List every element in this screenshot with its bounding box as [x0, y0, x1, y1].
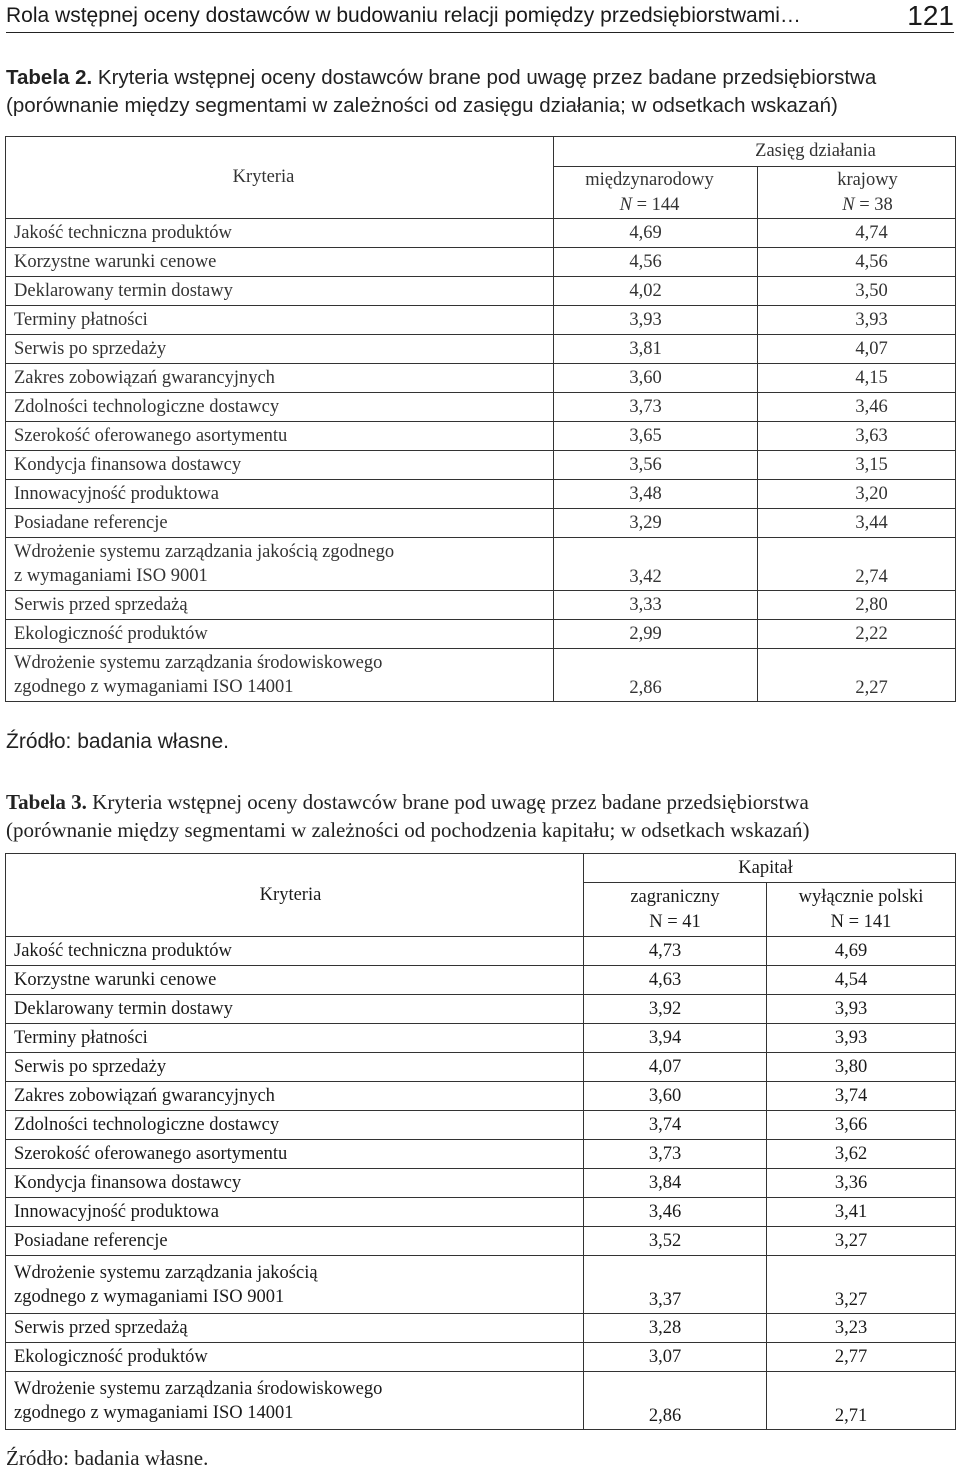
table-row: [6, 620, 956, 649]
criterion-cell: [6, 1053, 584, 1082]
criterion-label-line2: zgodnego z wymaganiami ISO 14001: [14, 1402, 294, 1423]
table3-source: Źródło: badania własne.: [6, 1446, 209, 1470]
criterion-label: Innowacyjność produktowa: [14, 1201, 219, 1222]
criterion-cell: [6, 1198, 584, 1227]
value-col2: 4,07: [758, 335, 956, 364]
table-row: [6, 1082, 956, 1111]
table-row: [6, 1053, 956, 1082]
table-row: [6, 1256, 956, 1314]
value-col2: 3,80: [767, 1053, 956, 1082]
table-row: [6, 1111, 956, 1140]
table-row: [6, 480, 956, 509]
value-col2: 3,44: [758, 509, 956, 538]
value-col1: 3,81: [554, 335, 758, 364]
criterion-label: Ekologiczność produktów: [14, 1346, 208, 1367]
value-col1: 4,07: [584, 1053, 767, 1082]
criterion-label: Serwis po sprzedaży: [14, 338, 167, 359]
table-row: [6, 451, 956, 480]
value-col2: 2,71: [767, 1372, 956, 1430]
criterion-cell: [6, 1140, 584, 1169]
value-col1: 3,60: [554, 364, 758, 393]
criterion-label: Posiadane referencje: [14, 1230, 168, 1251]
table3-caption-line1: Kryteria wstępnej oceny dostawców brane pod uwagę przez badane przedsiębiorstwa: [86, 790, 809, 814]
criterion-cell: [6, 591, 554, 620]
criterion-cell: [6, 1169, 584, 1198]
value-col2: 3,23: [767, 1314, 956, 1343]
value-col2: 3,41: [767, 1198, 956, 1227]
table3-col2-label: wyłącznie polski: [798, 886, 924, 907]
table-row: [6, 591, 956, 620]
table2-group-header: Zasięg działania: [554, 137, 956, 167]
table2-col2-n: [788, 193, 947, 218]
table3-group-header: Kapitał: [584, 854, 956, 883]
table-row: [6, 1314, 956, 1343]
table-row: [6, 219, 956, 248]
table2-criteria-header: Kryteria: [6, 137, 554, 219]
table-row: [6, 422, 956, 451]
value-col1: 3,92: [584, 995, 767, 1024]
table-row: [6, 649, 956, 702]
criterion-cell: [6, 364, 554, 393]
criterion-label: Jakość techniczna produktów: [14, 222, 232, 243]
page-header: [6, 0, 954, 33]
table3-col1-n: N = 41: [649, 911, 701, 932]
criterion-cell: [6, 1256, 584, 1314]
value-col1: 4,63: [584, 966, 767, 995]
table3-caption-label: Tabela 3.: [6, 790, 87, 814]
value-col2: 4,15: [758, 364, 956, 393]
value-col2: 3,93: [767, 995, 956, 1024]
criterion-cell: [6, 219, 554, 248]
criterion-label: Serwis przed sprzedażą: [14, 1317, 188, 1338]
criterion-label: Zakres zobowiązań gwarancyjnych: [14, 367, 275, 388]
value-col1: 3,93: [554, 306, 758, 335]
table2-caption-line2: (porównanie między segmentami w zależności od zasięgu działania; w odsetkach wskazań): [6, 94, 838, 117]
value-col2: 3,74: [767, 1082, 956, 1111]
table-row: [6, 1198, 956, 1227]
criterion-cell: [6, 1372, 584, 1430]
table2-col1-n-prefix: N: [619, 194, 632, 215]
value-col2: 4,69: [767, 937, 956, 966]
value-col2: 4,74: [758, 219, 956, 248]
criterion-cell: [6, 422, 554, 451]
criterion-label: Terminy płatności: [14, 309, 148, 330]
criterion-cell: [6, 538, 554, 591]
criterion-label: Zdolności technologiczne dostawcy: [14, 396, 280, 417]
criterion-label-line2: z wymaganiami ISO 9001: [14, 566, 208, 586]
value-col1: 3,74: [584, 1111, 767, 1140]
table-row: [6, 966, 956, 995]
table-row: [6, 248, 956, 277]
value-col1: 3,28: [584, 1314, 767, 1343]
criterion-cell: [6, 1024, 584, 1053]
criterion-label: Deklarowany termin dostawy: [14, 998, 233, 1019]
criterion-cell: [6, 1227, 584, 1256]
criterion-label: Zakres zobowiązań gwarancyjnych: [14, 1085, 275, 1106]
table2-col2-header: [758, 167, 956, 219]
table2-col2-n-value: = 38: [854, 194, 893, 215]
criterion-label: Jakość techniczna produktów: [14, 940, 232, 961]
criterion-label: Kondycja finansowa dostawcy: [14, 454, 242, 475]
criterion-label: Wdrożenie systemu zarządzania środowiskowego: [14, 1378, 383, 1399]
table-row: [6, 509, 956, 538]
value-col2: 3,66: [767, 1111, 956, 1140]
value-col2: 3,15: [758, 451, 956, 480]
criterion-cell: [6, 335, 554, 364]
criterion-cell: [6, 451, 554, 480]
value-col1: 3,94: [584, 1024, 767, 1053]
table2-col2-label: krajowy: [837, 169, 898, 190]
criterion-label: Serwis po sprzedaży: [14, 1056, 167, 1077]
criterion-label: Kondycja finansowa dostawcy: [14, 1172, 242, 1193]
value-col1: 2,86: [554, 649, 758, 702]
table2-source: Źródło: badania własne.: [6, 730, 229, 753]
criterion-label-line2: zgodnego z wymaganiami ISO 9001: [14, 1286, 285, 1307]
value-col2: 2,22: [758, 620, 956, 649]
table-row: [6, 1024, 956, 1053]
value-col1: 4,56: [554, 248, 758, 277]
table-row: [6, 937, 956, 966]
table-row: [6, 995, 956, 1024]
criterion-cell: [6, 1082, 584, 1111]
criterion-cell: [6, 248, 554, 277]
value-col1: 3,46: [584, 1198, 767, 1227]
value-col1: 4,69: [554, 219, 758, 248]
table2-col1-n-value: = 144: [631, 194, 680, 215]
table3-col2-n: N = 141: [830, 911, 892, 932]
criterion-cell: [6, 966, 584, 995]
value-col1: 3,84: [584, 1169, 767, 1198]
table-row: [6, 335, 956, 364]
value-col1: 3,52: [584, 1227, 767, 1256]
table2-caption-label: Tabela 2.: [6, 66, 93, 89]
value-col2: 3,36: [767, 1169, 956, 1198]
criterion-label: Korzystne warunki cenowe: [14, 969, 217, 990]
criterion-label-line2: zgodnego z wymaganiami ISO 14001: [14, 677, 294, 697]
value-col1: 3,56: [554, 451, 758, 480]
value-col1: 3,73: [584, 1140, 767, 1169]
table2-col1-n: [562, 193, 737, 218]
value-col2: 4,56: [758, 248, 956, 277]
table3-caption: [6, 788, 954, 844]
table3-col2-header: [767, 883, 956, 937]
criterion-label: Terminy płatności: [14, 1027, 148, 1048]
value-col2: 3,93: [758, 306, 956, 335]
value-col2: 3,62: [767, 1140, 956, 1169]
table2-header-row: [6, 137, 956, 167]
criterion-cell: [6, 995, 584, 1024]
criterion-label: Korzystne warunki cenowe: [14, 251, 217, 272]
value-col2: 3,50: [758, 277, 956, 306]
criterion-label: Posiadane referencje: [14, 512, 168, 533]
criterion-label: Wdrożenie systemu zarządzania jakością zgodnego: [14, 542, 395, 562]
table-row: [6, 364, 956, 393]
table-row: [6, 1227, 956, 1256]
criterion-label: Wdrożenie systemu zarządzania środowiskowego: [14, 653, 383, 673]
table-row: [6, 306, 956, 335]
value-col1: 3,33: [554, 591, 758, 620]
table-row: [6, 1169, 956, 1198]
table-row: [6, 1140, 956, 1169]
table3-criteria-header: Kryteria: [6, 854, 584, 937]
criterion-label: Wdrożenie systemu zarządzania jakością: [14, 1262, 318, 1283]
value-col1: 3,29: [554, 509, 758, 538]
criterion-cell: [6, 937, 584, 966]
criterion-cell: [6, 393, 554, 422]
criterion-cell: [6, 480, 554, 509]
table-row: [6, 277, 956, 306]
value-col1: 4,73: [584, 937, 767, 966]
table-row: [6, 1372, 956, 1430]
value-col2: 2,27: [758, 649, 956, 702]
table3-col1-label: zagraniczny: [630, 886, 720, 907]
value-col2: 2,80: [758, 591, 956, 620]
criterion-cell: [6, 1343, 584, 1372]
value-col1: 3,07: [584, 1343, 767, 1372]
value-col1: 3,42: [554, 538, 758, 591]
table2-caption-line1: Kryteria wstępnej oceny dostawców brane pod uwagę przez badane przedsiębiorstwa: [92, 66, 877, 89]
running-title: Rola wstępnej oceny dostawców w budowaniu relacji pomiędzy przedsiębiorstwami…: [6, 4, 801, 27]
table2-col2-n-prefix: N: [842, 194, 855, 215]
value-col1: 2,86: [584, 1372, 767, 1430]
value-col2: 3,93: [767, 1024, 956, 1053]
value-col1: 2,99: [554, 620, 758, 649]
criterion-label: Zdolności technologiczne dostawcy: [14, 1114, 280, 1135]
value-col2: 3,27: [767, 1227, 956, 1256]
table3-col1-header: [584, 883, 767, 937]
criterion-label: Szerokość oferowanego asortymentu: [14, 425, 288, 446]
criterion-label: Serwis przed sprzedażą: [14, 594, 188, 615]
criterion-cell: [6, 1314, 584, 1343]
page-number: 121: [907, 0, 954, 31]
criterion-label: Deklarowany termin dostawy: [14, 280, 233, 301]
table3-caption-line2: (porównanie między segmentami w zależności od pochodzenia kapitału; w odsetkach wskazań): [6, 818, 810, 842]
table3-header-row: [6, 854, 956, 883]
criterion-cell: [6, 649, 554, 702]
table-row: [6, 1343, 956, 1372]
value-col2: 2,77: [767, 1343, 956, 1372]
criterion-label: Szerokość oferowanego asortymentu: [14, 1143, 288, 1164]
value-col2: 3,63: [758, 422, 956, 451]
criterion-cell: [6, 620, 554, 649]
criterion-cell: [6, 277, 554, 306]
value-col1: 4,02: [554, 277, 758, 306]
value-col1: 3,65: [554, 422, 758, 451]
value-col1: 3,37: [584, 1256, 767, 1314]
table2-caption: [6, 64, 954, 120]
value-col2: 4,54: [767, 966, 956, 995]
table3: [5, 853, 956, 1430]
criterion-cell: [6, 1111, 584, 1140]
value-col1: 3,48: [554, 480, 758, 509]
value-col2: 2,74: [758, 538, 956, 591]
value-col1: 3,60: [584, 1082, 767, 1111]
table2-col1-header: [554, 167, 758, 219]
criterion-label: Ekologiczność produktów: [14, 623, 208, 644]
value-col2: 3,20: [758, 480, 956, 509]
table2: [5, 136, 956, 702]
value-col2: 3,46: [758, 393, 956, 422]
value-col2: 3,27: [767, 1256, 956, 1314]
table-row: [6, 393, 956, 422]
table2-col1-label: międzynarodowy: [585, 169, 714, 190]
table-row: [6, 538, 956, 591]
value-col1: 3,73: [554, 393, 758, 422]
criterion-label: Innowacyjność produktowa: [14, 483, 219, 504]
criterion-cell: [6, 306, 554, 335]
criterion-cell: [6, 509, 554, 538]
